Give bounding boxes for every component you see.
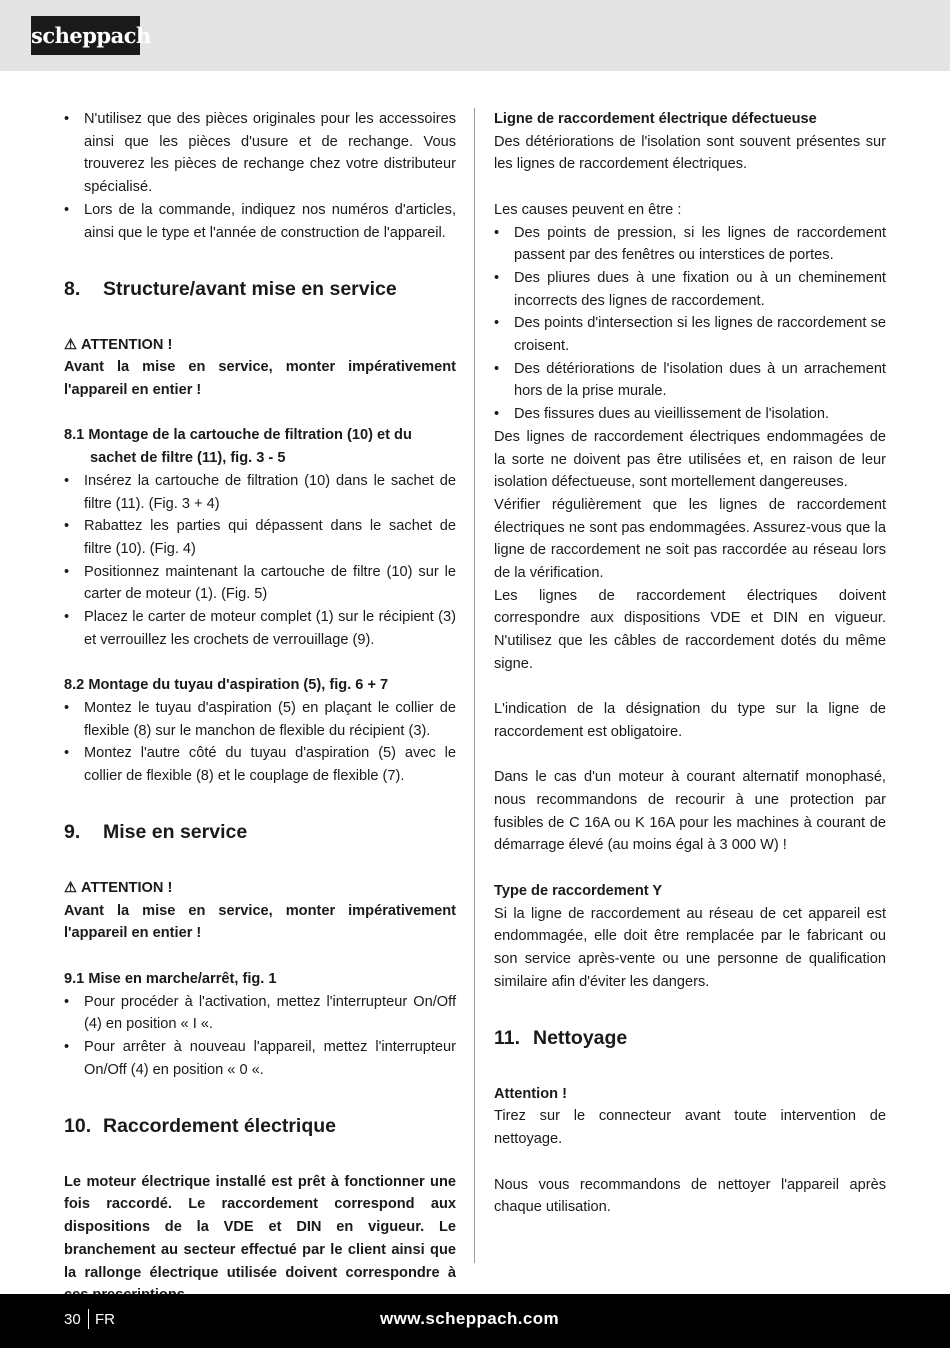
section-title: Mise en service [103, 821, 248, 844]
attention-label: Attention ! [494, 1085, 567, 1102]
paragraph: Nous vous recommandons de nettoyer l'appareil après chaque utilisation. [494, 1176, 886, 1216]
list-item: • Pour arrêter à nouveau l'appareil, mettez l'interrupteur On/Off (4) en position « 0 «. [64, 1036, 456, 1081]
list-item: • Rabattez les parties qui dépassent dans le sachet de filtre (10). (Fig. 4) [64, 515, 456, 560]
list-item: • Pour procéder à l'activation, mettez l'interrupteur On/Off (4) en position « I «. [64, 991, 456, 1036]
section-heading-9 [64, 810, 456, 854]
electrical-notice: Le moteur électrique installé est prêt à fonctionner une fois raccordé. Le raccordement correspond aux dispositions de la VDE et DIN en vigueur. Le branchement au secteur effectué par le client ainsi que la rallonge électrique utilisée doivent correspondre à [64, 1173, 456, 1281]
paragraph: Les lignes de raccordement électriques doivent correspondre aux dispositions VDE et DIN en vigueur. N'utilisez que les câbles de raccordement dotés du même signe. [494, 587, 886, 672]
section-number: 8. [64, 277, 81, 300]
column-divider [474, 108, 475, 1263]
paragraph: Des lignes de raccordement électriques endommagées de la sorte ne doivent pas être utilisées et, en raison de leur isolation défectueuse, sont mortellement dangereuses. [494, 428, 886, 491]
footer-separator [88, 1309, 89, 1329]
section-title: Structure/avant mise en service [103, 277, 397, 300]
subsection-title: Ligne de raccordement électrique défectueuse [494, 111, 817, 127]
section-heading-10 [64, 1104, 456, 1148]
section-heading-8 [64, 267, 456, 311]
website-url: www.scheppach.com [380, 1309, 560, 1328]
steps-list [64, 991, 456, 1082]
list-item: • Montez le tuyau d'aspiration (5) en plaçant le collier de flexible (8) sur le manchon de flexible du récipient (3). [64, 697, 456, 742]
left-column [64, 108, 456, 1307]
list-item: • Des points d'intersection si les lignes de raccordement se croisent. [494, 312, 886, 357]
paragraph: Les causes peuvent en être : [494, 201, 682, 218]
section-heading-11 [494, 1016, 886, 1060]
list-item: • Des points de pression, si les lignes de raccordement passent par des fenêtres ou interstices de portes. [494, 222, 886, 267]
section-number: 10. [64, 1115, 92, 1137]
right-column [494, 108, 886, 1219]
paragraph: Tirez sur le connecteur avant toute intervention de nettoyage. [494, 1108, 886, 1148]
header-bar [0, 0, 950, 71]
section-title: Raccordement électrique [103, 1115, 337, 1137]
subsection-title: 8.2 Montage du tuyau d'aspiration (5), fig. 6 + 7 [64, 677, 389, 694]
list-item: • Des détériorations de l'isolation dues à un arrachement hors de la prise murale. [494, 358, 886, 403]
list-item: • Lors de la commande, indiquez nos numéros d'articles, ainsi que le type et l'année de construction de l'appareil. [64, 199, 456, 244]
subsection-title: 9.1 Mise en marche/arrêt, fig. 1 [64, 970, 277, 987]
list-item: • Montez l'autre côté du tuyau d'aspiration (5) avec le collier de flexible (8) et le couplage de flexible (7). [64, 742, 456, 787]
paragraph: L'indication de la désignation du type sur la ligne de raccordement est obligatoire. [494, 701, 886, 740]
paragraph: Si la ligne de raccordement au réseau de cet appareil est endommagée, elle doit être remplacée par le fabricant ou son service après-vente ou une personne de qualification similaire afin d'éviter les dangers. [494, 905, 886, 990]
brand-logo: scheppach [31, 16, 140, 55]
attention-text: Avant la mise en service, monter impérativement l'appareil en entier ! [64, 902, 456, 942]
section-title: Nettoyage [533, 1027, 628, 1050]
steps-list [64, 470, 456, 652]
list-item: • Placez le carter de moteur complet (1) sur le récipient (3) et verrouillez les crochets de verrouillage (9). [64, 606, 456, 651]
paragraph: Des détériorations de l'isolation sont souvent présentes sur les lignes de raccordement électriques. [494, 133, 886, 173]
paragraph: Vérifier régulièrement que les lignes de raccordement électriques ne sont pas endommagées. Assurez-vous que la ligne de raccordement ne soit pas raccordée au réseau lors de la vérification. [494, 496, 886, 582]
attention-text: Avant la mise en service, monter impérativement l'appareil en entier ! [64, 359, 456, 398]
list-item: • N'utilisez que des pièces originales pour les accessoires ainsi que les pièces d'usure et de rechange. Vous trouverez les pièces de rechange chez votre distributeur spécialisé. [64, 108, 456, 199]
intro-list [64, 108, 456, 244]
page-number: 30 [64, 1311, 81, 1328]
list-item: • Des pliures dues à une fixation ou à un cheminement incorrects des lignes de raccordement. [494, 267, 886, 312]
list-item: • Insérez la cartouche de filtration (10) dans le sachet de filtre (11). (Fig. 3 + 4) [64, 470, 456, 515]
warning-icon: ⚠ [64, 880, 78, 896]
list-item: • Positionnez maintenant la cartouche de filtre (10) sur le carter de moteur (1). (Fig. 5) [64, 561, 456, 606]
paragraph: Dans le cas d'un moteur à courant alternatif monophasé, nous recommandons de recourir à une protection par fusibles de C 16A ou K 16A pour les machines à courant de démarrage élevé (au moins égal à 3 000 W) ! [494, 769, 886, 854]
subsection-title: 8.1 Montage de la cartouche de filtration (10) et du sachet de filtre (11), fig. 3 - 5 [64, 427, 412, 467]
causes-list [494, 222, 886, 426]
language-code: FR [95, 1311, 115, 1328]
steps-list [64, 697, 456, 788]
warning-icon: ⚠ [64, 336, 78, 353]
list-item: • Des fissures dues au vieillissement de l'isolation. [494, 403, 886, 426]
section-number: 11. [494, 1027, 521, 1050]
footer-bar [0, 1294, 950, 1348]
section-number: 9. [64, 821, 81, 844]
subsection-title: Type de raccordement Y [494, 882, 663, 899]
attention-label: ⚠ ATTENTION ! [64, 334, 456, 357]
attention-label: ⚠ ATTENTION ! [64, 877, 456, 900]
